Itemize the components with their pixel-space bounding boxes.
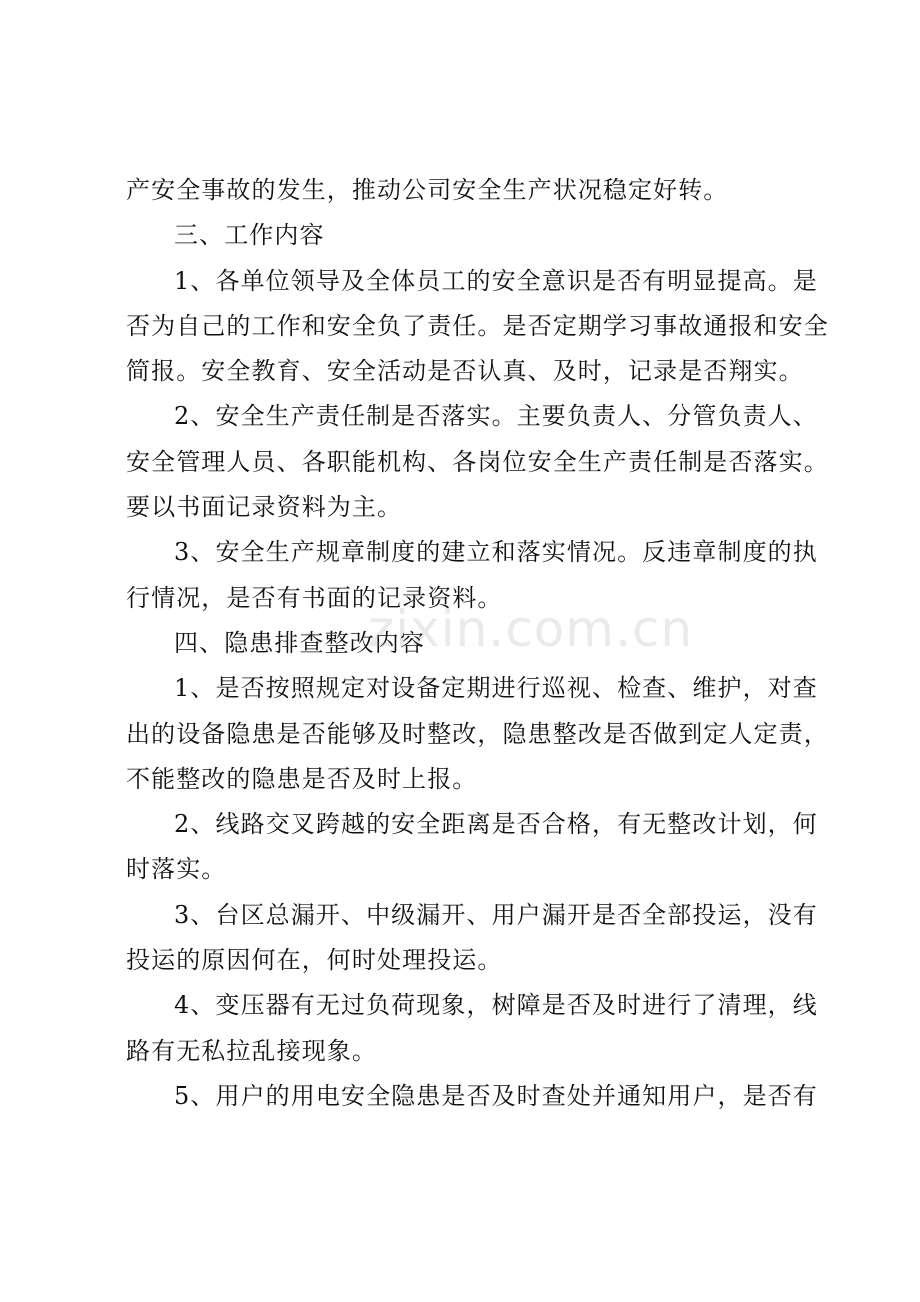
- text-line: 3、安全生产规章制度的建立和落实情况。反违章制度的执: [174, 538, 818, 567]
- text-line: 行情况，是否有书面的记录资料。: [126, 583, 503, 612]
- text-line: 3、台区总漏开、中级漏开、用户漏开是否全部投运，没有: [174, 900, 818, 929]
- text-line: 4、变压器有无过负荷现象，树障是否及时进行了清理，线: [174, 991, 818, 1020]
- text-line: 2、安全生产责任制是否落实。主要负责人、分管负责人、: [174, 402, 818, 431]
- text-line: 产安全事故的发生，推动公司安全生产状况稳定好转。: [126, 176, 729, 204]
- text-line: 简报。安全教育、安全活动是否认真、及时，记录是否翔实。: [126, 357, 804, 386]
- section-heading: 四、隐患排查整改内容: [174, 628, 425, 657]
- text-line: 1、是否按照规定对设备定期进行巡视、检查、维护，对查: [174, 674, 818, 703]
- watermark: zixin.com.cn: [368, 600, 694, 658]
- text-line: 否为自己的工作和安全负了责任。是否定期学习事故通报和安全: [126, 311, 829, 340]
- text-line: 时落实。: [126, 855, 227, 884]
- text-line: 不能整改的隐患是否及时上报。: [126, 764, 478, 793]
- text-line: 安全管理人员、各职能机构、各岗位安全生产责任制是否落实。: [126, 447, 829, 476]
- text-line: 1、各单位领导及全体员工的安全意识是否有明显提高。是: [174, 266, 818, 295]
- section-heading: 三、工作内容: [174, 221, 325, 250]
- text-line: 出的设备隐患是否能够及时整改，隐患整改是否做到定人定责，: [126, 719, 829, 748]
- text-line: 5、用户的用电安全隐患是否及时查处并通知用户，是否有: [174, 1081, 818, 1110]
- document-body: [126, 168, 829, 1119]
- text-line: 2、线路交叉跨越的安全距离是否合格，有无整改计划，何: [174, 810, 818, 839]
- text-line: 投运的原因何在，何时处理投运。: [126, 946, 503, 975]
- text-line: 要以书面记录资料为主。: [126, 493, 403, 522]
- text-line: 路有无私拉乱接现象。: [126, 1036, 377, 1065]
